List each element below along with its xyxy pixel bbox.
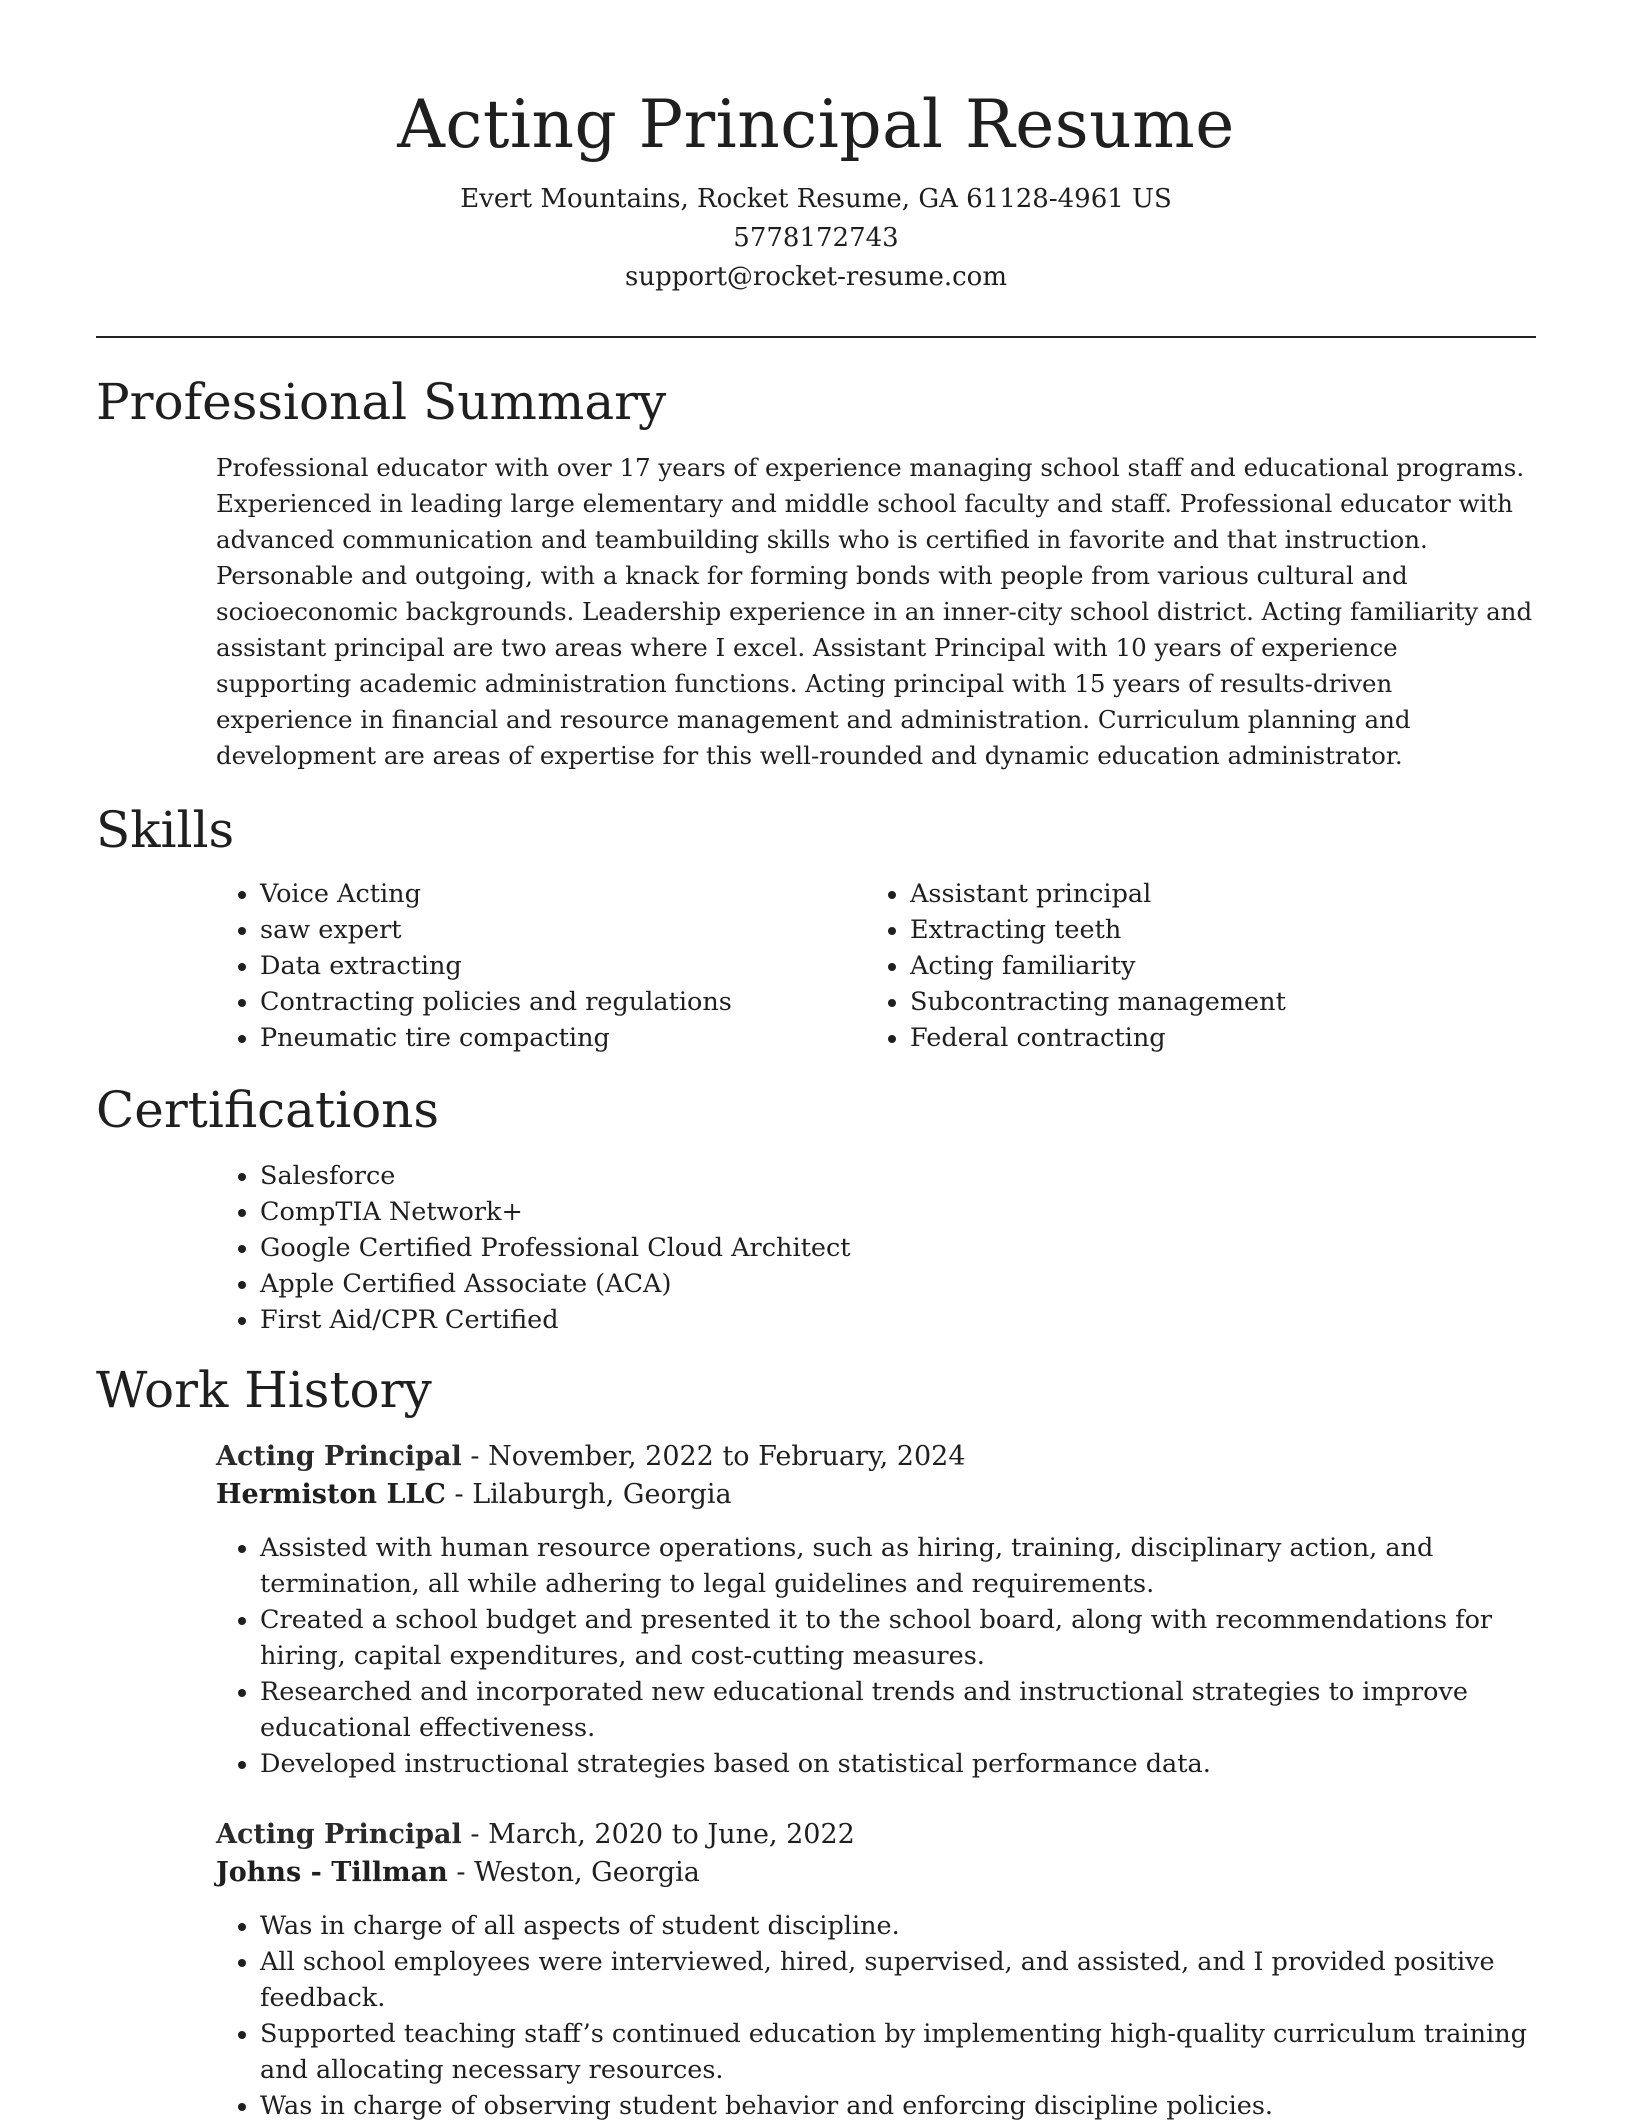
list-item: • Apple Certified Associate (ACA) (260, 1266, 1536, 1302)
section-heading-skills: Skills (96, 801, 235, 859)
resume-header (96, 0, 1536, 297)
job-company-line (216, 1854, 1536, 1892)
list-item: • Data extracting (260, 948, 866, 984)
list-item: • CompTIA Network+ (260, 1194, 1536, 1230)
header-divider (96, 336, 1536, 338)
list-item: • Assistant principal (910, 876, 1516, 912)
skills-list-right (866, 876, 1516, 1056)
list-item: • First Aid/CPR Certified (260, 1302, 1536, 1338)
list-item: • Google Certified Professional Cloud Architect (260, 1230, 1536, 1266)
job-bullets (216, 1908, 1550, 2124)
section-heading-certifications: Certifications (96, 1081, 440, 1139)
list-item: • Was in charge of observing student behavior and enforcing discipline policies. (260, 2088, 1550, 2124)
resume-title: Acting Principal Resume (397, 86, 1235, 163)
skills-columns (216, 876, 1536, 1056)
job-dates: - November, 2022 to February, 2024 (461, 1441, 966, 1472)
section-heading-work-history: Work History (96, 1361, 432, 1419)
skills-list-left (216, 876, 866, 1056)
address: Evert Mountains, Rocket Resume, GA 61128-4961 US (460, 184, 1172, 214)
job-role: Acting Principal (216, 1819, 462, 1850)
job-company-line (216, 1476, 1536, 1514)
list-item: • saw expert (260, 912, 866, 948)
job-entry (216, 1438, 1536, 1782)
professional-summary-section (96, 372, 1536, 774)
email-address: support@rocket-resume.com (624, 262, 1007, 292)
list-item: • Extracting teeth (910, 912, 1516, 948)
list-item: • Voice Acting (260, 876, 866, 912)
list-item: • Pneumatic tire compacting (260, 1020, 866, 1056)
skills-section (96, 800, 1536, 1056)
contact-info (96, 180, 1536, 297)
phone-number: 5778172743 (733, 223, 899, 253)
job-title-line (216, 1816, 1536, 1854)
list-item: • Subcontracting management (910, 984, 1516, 1020)
summary-paragraph: Professional educator with over 17 years of experience managing school staff and educational programs. Experienced in leading large elementary and middle school faculty and staff. Professional educator with advanced communication and teambuilding skills who is certified in favorite and that instruction. Personable and outgoing, with a knack for forming bonds with people from various cultural and socioeconomic backgrounds. Leadership experience in an inner-city school district. Acting familiarity and assistant principal are two areas where I excel. Assistant Principal with 10 years of experience supporting academic administration functions. Acting principal with 15 years of results-driven experience in financial and resource management and administration. Curriculum planning and development are areas of expertise for this well-rounded and dynamic education administrator. (216, 453, 1533, 770)
job-dates: - March, 2020 to June, 2022 (461, 1819, 855, 1850)
list-item: • Created a school budget and presented it to the school board, along with recommendations for hiring, capital expenditures, and cost-cutting measures. (260, 1602, 1550, 1674)
job-company: Hermiston LLC (216, 1479, 446, 1510)
list-item: • Was in charge of all aspects of student discipline. (260, 1908, 1550, 1944)
list-item: • Supported teaching staff’s continued education by implementing high-quality curriculum training and allocating necessary resources. (260, 2016, 1550, 2088)
resume-page (96, 0, 1536, 2124)
work-history-section (96, 1360, 1536, 2124)
list-item: • Acting familiarity (910, 948, 1516, 984)
job-location: - Weston, Georgia (447, 1857, 700, 1888)
list-item: • Assisted with human resource operations, such as hiring, training, disciplinary action, and termination, all while adhering to legal guidelines and requirements. (260, 1530, 1550, 1602)
job-bullets (216, 1530, 1550, 1782)
certifications-section (96, 1080, 1536, 1338)
list-item: • All school employees were interviewed, hired, supervised, and assisted, and I provided positive feedback. (260, 1944, 1550, 2016)
certifications-list (216, 1158, 1536, 1338)
list-item: • Federal contracting (910, 1020, 1516, 1056)
job-entry (216, 1816, 1536, 2124)
list-item: • Developed instructional strategies based on statistical performance data. (260, 1746, 1550, 1782)
section-heading-summary: Professional Summary (96, 373, 667, 431)
job-company: Johns - Tillman (216, 1857, 448, 1888)
list-item: • Contracting policies and regulations (260, 984, 866, 1020)
job-location: - Lilaburgh, Georgia (445, 1479, 732, 1510)
job-role: Acting Principal (216, 1441, 462, 1472)
list-item: • Researched and incorporated new educational trends and instructional strategies to improve educational effectiveness. (260, 1674, 1550, 1746)
list-item: • Salesforce (260, 1158, 1536, 1194)
job-title-line (216, 1438, 1536, 1476)
